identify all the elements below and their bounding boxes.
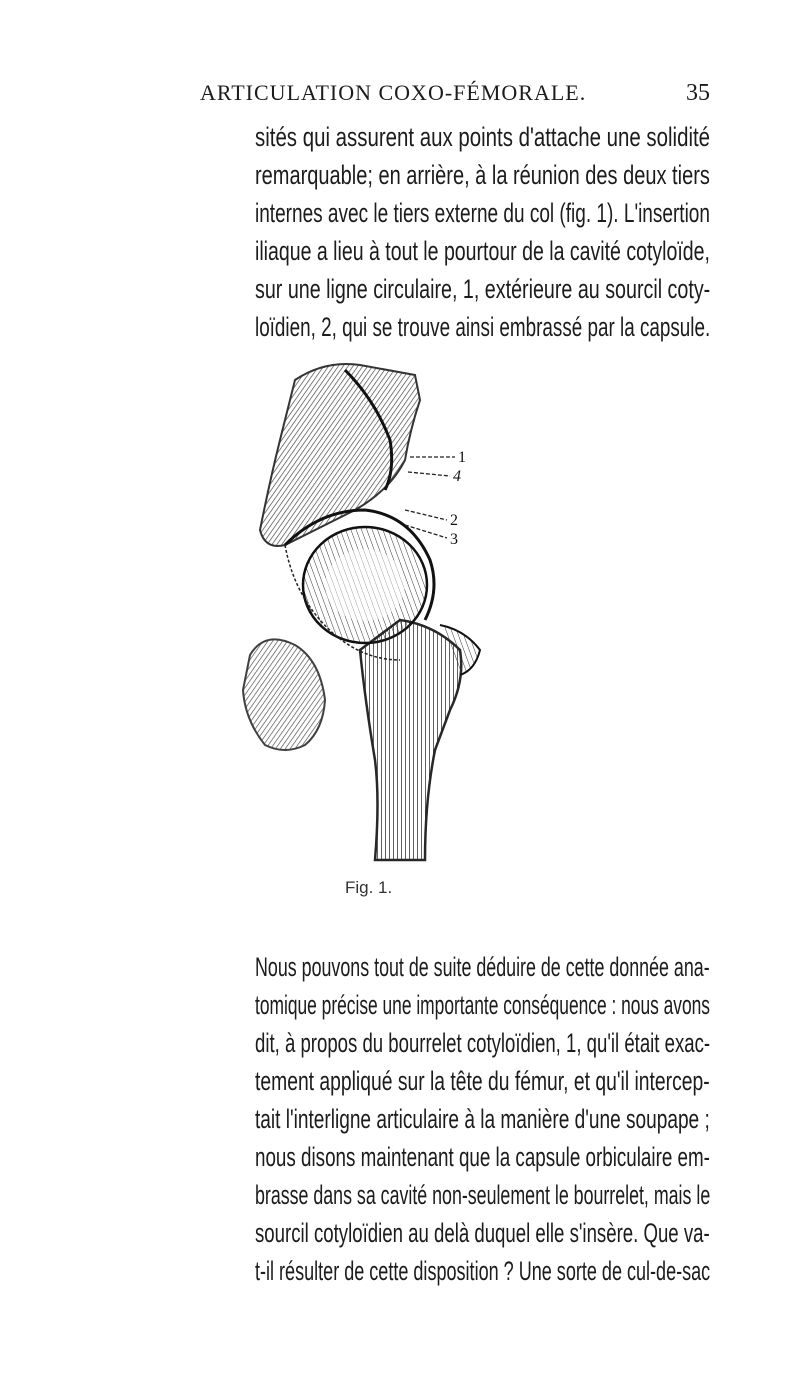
hip-joint-engraving — [225, 360, 495, 870]
figure-label-3: 3 — [450, 531, 458, 548]
figure-label-4: 4 — [453, 468, 461, 485]
figure-label-1: 1 — [458, 449, 466, 466]
text-line: dit, à propos du bourrelet cotyloïdien, 1, qu'il était exac- — [255, 1028, 711, 1058]
text-line: internes avec le tiers externe du col (fig. 1). L'insertion — [255, 198, 710, 228]
anatomical-illustration — [225, 360, 495, 870]
text-line: iliaque a lieu à tout le pourtour de la cavité cotyloïde, — [255, 236, 710, 266]
text-line: remarquable; en arrière, à la réunion des deux tiers — [255, 160, 710, 190]
text-line: nous disons maintenant que la capsule orbiculaire em- — [255, 1142, 710, 1172]
text-line: tomique précise une importante conséquence : nous avons — [255, 990, 710, 1020]
figure-caption: Fig. 1. — [345, 878, 393, 897]
running-head — [160, 80, 710, 110]
figure-label-2: 2 — [450, 512, 458, 529]
text-line: tement appliqué sur la tête du fémur, et qu'il intercep- — [255, 1066, 710, 1096]
page-number: 35 — [686, 80, 710, 106]
text-line: sourcil cotyloïdien au delà duquel elle s'insère. Que va- — [255, 1218, 710, 1248]
text-line: Nous pouvons tout de suite déduire de cette donnée ana- — [255, 952, 710, 982]
text-line: tait l'interligne articulaire à la manière d'une soupape ; — [255, 1104, 710, 1134]
text-line: sités qui assurent aux points d'attache une solidité — [255, 122, 711, 152]
text-line: t-il résulter de cette disposition ? Une sorte de cul-de-sac — [255, 1256, 711, 1286]
text-line: sur une ligne circulaire, 1, extérieure au sourcil coty- — [255, 274, 711, 304]
running-title: ARTICULATION COXO-FÉMORALE. — [200, 80, 587, 105]
text-line: brasse dans sa cavité non-seulement le bourrelet, mais le — [255, 1180, 711, 1210]
text-line: loïdien, 2, qui se trouve ainsi embrassé par la capsule. — [255, 312, 711, 342]
